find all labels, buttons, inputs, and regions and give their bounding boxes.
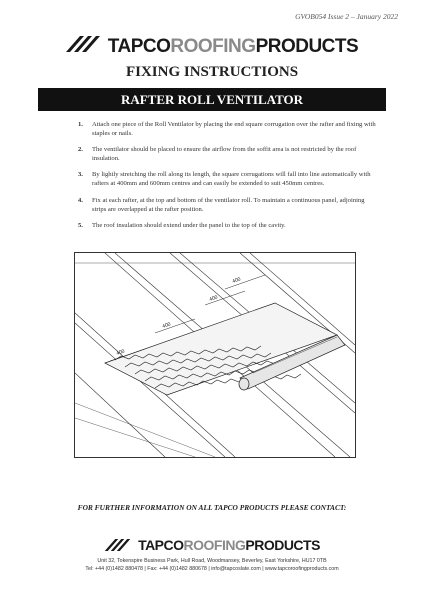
step-number: 1. [78, 121, 83, 128]
instruction-step [78, 120, 378, 138]
step-number: 4. [78, 196, 83, 204]
instruction-step [78, 145, 378, 163]
brand-part3: PRODUCTS [245, 537, 320, 553]
instruction-list [78, 120, 378, 237]
contact-heading: FOR FURTHER INFORMATION ON ALL TAPCO PRODUCTS PLEASE CONTACT: [77, 503, 347, 512]
brand-logo [0, 36, 424, 58]
dimension-label: 400 [161, 321, 172, 330]
dimension-label: 400 [115, 348, 126, 357]
instruction-step [78, 170, 378, 188]
brand-part3: PRODUCTS [255, 36, 359, 58]
step-text: The ventilator should be placed to ensure the airflow from the soffit area is not restricted by the roof insulation. [92, 146, 357, 163]
brand-part2: ROOFING [170, 36, 256, 58]
step-text: The roof insulation should extend under the panel to the top of the cavity. [92, 221, 286, 229]
footer-brand-logo [0, 537, 424, 554]
company-contact-details: Tel: +44 (0)1482 880478 | Fax: +44 (0)1482 880678 | info@tapcoslate.com | www.tapcoroofingproducts.com [85, 566, 339, 572]
page-title: FIXING INSTRUCTIONS [125, 64, 299, 80]
instruction-step [78, 221, 378, 230]
brand-part1: TAPCO [138, 537, 184, 553]
step-text: By lightly stretching the roll along its length, the square corrugations will fall into line automatically with rafters at 400mm and 600mm centres and can easily be extended to suit 450mm centres. [92, 171, 371, 188]
document-reference: GVOB054 Issue 2 – January 2022 [295, 12, 398, 21]
logo-stripes-icon [66, 36, 104, 58]
step-number: 2. [78, 146, 83, 154]
brand-part1: TAPCO [107, 36, 171, 58]
step-text: Fix at each rafter, at the top and bottom of the ventilator roll. To maintain a continuous panel, adjoining strips are overlapped at the rafter position. [92, 196, 365, 213]
step-number: 3. [78, 171, 83, 179]
company-address: Unit 32, Tokenspire Business Park, Hull Road, Woodmansey, Beverley, East Yorkshire, HU17 0TB [97, 558, 327, 564]
section-banner: RAFTER ROLL VENTILATOR [38, 88, 386, 111]
step-number: 5. [78, 221, 83, 229]
brand-part2: ROOFING [183, 537, 246, 553]
roof-ventilator-drawing [75, 253, 355, 457]
dimension-label: 400 [208, 294, 219, 303]
logo-stripes-icon [104, 538, 134, 554]
installation-diagram [74, 252, 356, 458]
step-text: Attach one piece of the Roll Ventilator by placing the end square corrugation over the rafter and fixing with staples or nails. [92, 121, 376, 138]
instruction-step [78, 196, 378, 214]
dimension-label: 400 [231, 276, 242, 285]
